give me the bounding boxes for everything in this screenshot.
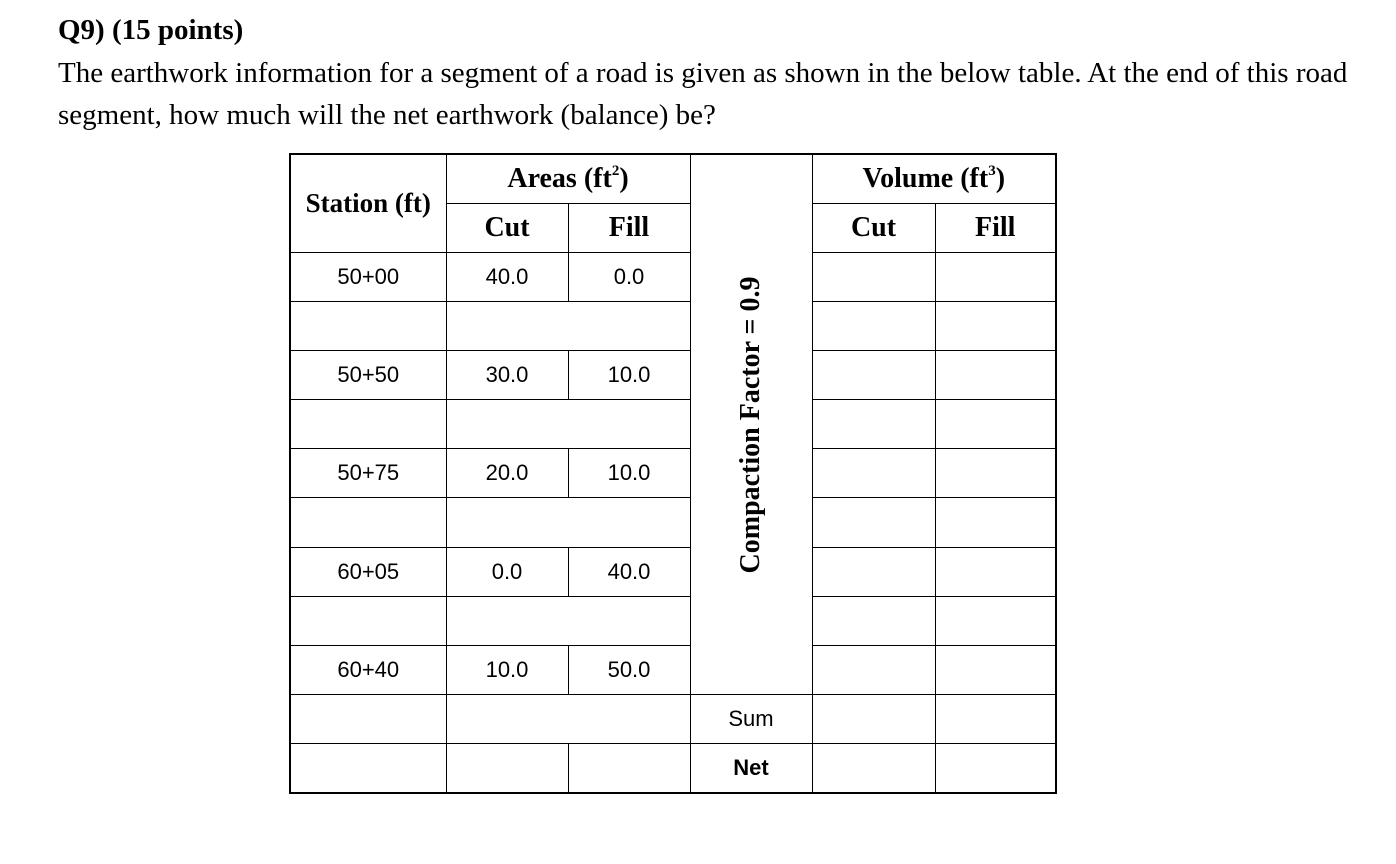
net-fill-cell (935, 744, 1056, 793)
sum-fill-cell (935, 695, 1056, 744)
volume-fill-cell (935, 596, 1056, 645)
area-cut-cell: 20.0 (446, 449, 568, 498)
blank-cell (446, 744, 568, 793)
station-cell: 50+50 (290, 351, 446, 400)
volume-cut-cell (812, 400, 935, 449)
blank-cell (568, 744, 690, 793)
volume-fill-cell (935, 400, 1056, 449)
area-fill-cell: 0.0 (568, 252, 690, 301)
station-header: Station (ft) (290, 154, 446, 252)
area-cut-cell: 30.0 (446, 351, 568, 400)
station-row (290, 252, 1056, 301)
volume-fill-cell (935, 498, 1056, 547)
volume-cut-cell (812, 301, 935, 350)
volume-cut-cell (812, 498, 935, 547)
area-cut-cell: 40.0 (446, 252, 568, 301)
question-body: The earthwork information for a segment of a road is given as shown in the below table. At the end of this road segment, how much will the net earthwork (balance) be? (58, 57, 1348, 131)
station-row (290, 547, 1056, 596)
volume-cut-cell (812, 252, 935, 301)
volume-header: Volume $(ft^3)$ (812, 154, 1056, 203)
volume-cut-cell (812, 547, 935, 596)
blank-cell (290, 400, 446, 449)
volume-cut-cell (812, 596, 935, 645)
station-row (290, 645, 1056, 694)
areas-header: Areas $(ft^2)$ (446, 154, 690, 203)
area-fill-cell: 10.0 (568, 351, 690, 400)
blank-cell (290, 301, 446, 350)
volume-fill-cell (935, 351, 1056, 400)
earthwork-table (289, 153, 1057, 794)
interval-row (290, 400, 1056, 449)
blank-cell (446, 301, 690, 350)
volume-fill-cell (935, 449, 1056, 498)
question-title: Q9) (15 points) (58, 14, 244, 46)
sum-cut-cell (812, 695, 935, 744)
blank-cell (290, 695, 446, 744)
volume-cut-cell (812, 645, 935, 694)
volume-fill-cell (935, 547, 1056, 596)
blank-cell (290, 498, 446, 547)
blank-cell (446, 400, 690, 449)
volume-fill-cell (935, 252, 1056, 301)
area-cut-cell: 0.0 (446, 547, 568, 596)
interval-row (290, 596, 1056, 645)
net-label: Net (690, 744, 812, 793)
area-cut-header: Cut (446, 203, 568, 252)
blank-cell (446, 695, 690, 744)
station-cell: 50+75 (290, 449, 446, 498)
station-cell: 60+40 (290, 645, 446, 694)
area-fill-header: Fill (568, 203, 690, 252)
sum-label: Sum (690, 695, 812, 744)
volume-fill-cell (935, 645, 1056, 694)
station-row (290, 449, 1056, 498)
volume-fill-header: Fill (935, 203, 1056, 252)
volume-cut-cell (812, 351, 935, 400)
blank-cell (446, 596, 690, 645)
station-cell: 60+05 (290, 547, 446, 596)
area-fill-cell: 40.0 (568, 547, 690, 596)
area-cut-cell: 10.0 (446, 645, 568, 694)
area-fill-cell: 10.0 (568, 449, 690, 498)
sum-row (290, 695, 1056, 744)
interval-row (290, 301, 1056, 350)
blank-cell (446, 498, 690, 547)
station-row (290, 351, 1056, 400)
station-cell: 50+00 (290, 252, 446, 301)
net-cut-cell (812, 744, 935, 793)
blank-cell (290, 744, 446, 793)
compaction-factor-cell (690, 154, 812, 695)
blank-cell (290, 596, 446, 645)
volume-cut-header: Cut (812, 203, 935, 252)
compaction-factor-label: Compaction Factor = 0.9 (735, 276, 766, 573)
volume-fill-cell (935, 301, 1056, 350)
volume-cut-cell (812, 449, 935, 498)
area-fill-cell: 50.0 (568, 645, 690, 694)
net-row (290, 744, 1056, 793)
interval-row (290, 498, 1056, 547)
